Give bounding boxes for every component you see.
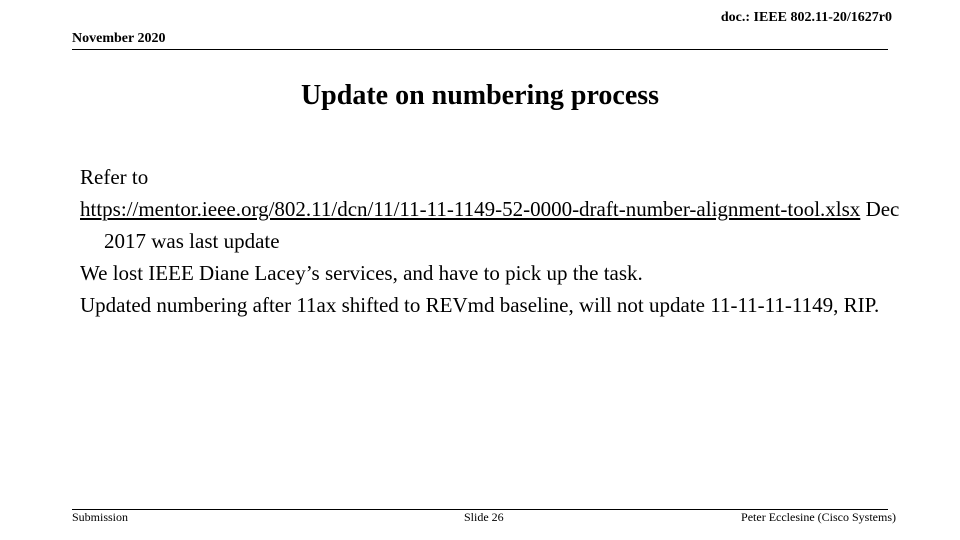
paragraph-link: [80, 193, 900, 257]
document-date: November 2020: [72, 31, 166, 46]
paragraph-link-suffix: Dec 2017 was last update: [104, 197, 900, 253]
paragraph-refer-to: Refer to: [80, 165, 149, 189]
paragraph-updated-numbering: Updated numbering after 11ax shifted to REVmd baseline, will not update 11-11-11-1149, RIP.: [80, 293, 880, 317]
slide-body: [80, 161, 900, 321]
footer-submission: Submission: [72, 510, 129, 524]
slide-title: Update on numbering process: [300, 80, 660, 111]
footer-author: Peter Ecclesine (Cisco Systems): [741, 510, 896, 524]
document-id: doc.: IEEE 802.11-20/1627r0: [720, 10, 892, 25]
header-divider: [72, 49, 888, 50]
footer-slide-number: Slide 26: [464, 510, 504, 524]
paragraph-lost-services: We lost IEEE Diane Lacey’s services, and have to pick up the task.: [80, 261, 643, 285]
mentor-link[interactable]: https://mentor.ieee.org/802.11/dcn/11/11-11-1149-52-0000-draft-number-alignment-tool.xlsx: [80, 197, 861, 221]
